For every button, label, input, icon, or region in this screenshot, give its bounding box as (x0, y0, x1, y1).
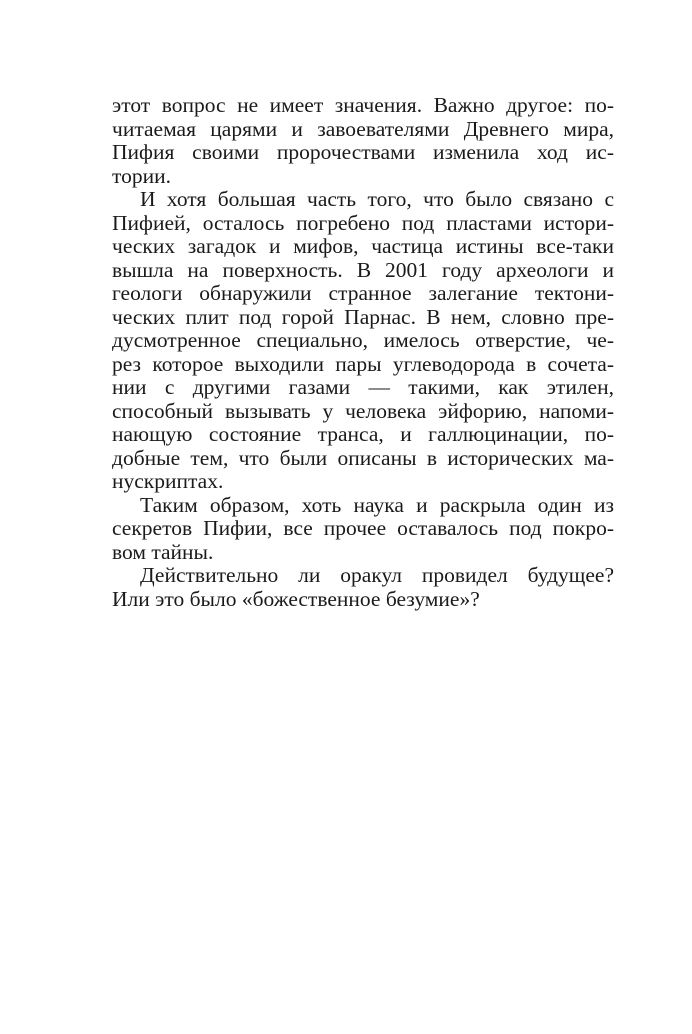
text-line: способный вызывать у человека эйфорию, напоми- (112, 398, 614, 423)
text-line: Пифией, осталось погребено под пластами истори- (112, 210, 614, 235)
text-line: дусмотренное специально, имелось отверстие, че- (112, 328, 614, 352)
body-text (112, 94, 614, 611)
text-line: вом тайны. (112, 539, 214, 564)
paragraph-first-line: И хотя большая часть того, что было связано с (140, 187, 614, 211)
text-line: ческих загадок и мифов, частица истины все-таки (112, 234, 614, 258)
text-line: геологи обнаружили странное залегание тектони- (112, 281, 614, 305)
text-line: читаемая царями и завоевателями Древнего мира, (112, 116, 614, 141)
text-line: ческих плит под горой Парнас. В нем, словно пре- (112, 304, 614, 329)
paragraph-first-line: Действительно ли оракул провидел будущее? (140, 563, 614, 587)
text-line: нускриптах. (112, 469, 224, 493)
text-line: этот вопрос не имеет значения. Важно другое: по- (112, 93, 614, 117)
text-line: секретов Пифии, все прочее оставалось под покро- (112, 516, 614, 540)
paragraph-first-line: Таким образом, хоть наука и раскрыла один из (140, 492, 614, 517)
text-line: тории. (112, 163, 171, 188)
text-line: Или это было «божественное безумие»? (112, 586, 480, 611)
text-line: нающую состояние транса, и галлюцинации, по- (112, 422, 614, 446)
text-line: рез которое выходили пары углеводорода в сочета- (112, 351, 614, 376)
text-line: Пифия своими пророчествами изменила ход ис- (112, 140, 614, 164)
text-line: вышла на поверхность. В 2001 году археологи и (112, 257, 614, 282)
text-line: добные тем, что были описаны в исторических ма- (112, 445, 614, 470)
text-line: нии с другими газами — такими, как этилен, (112, 375, 614, 399)
